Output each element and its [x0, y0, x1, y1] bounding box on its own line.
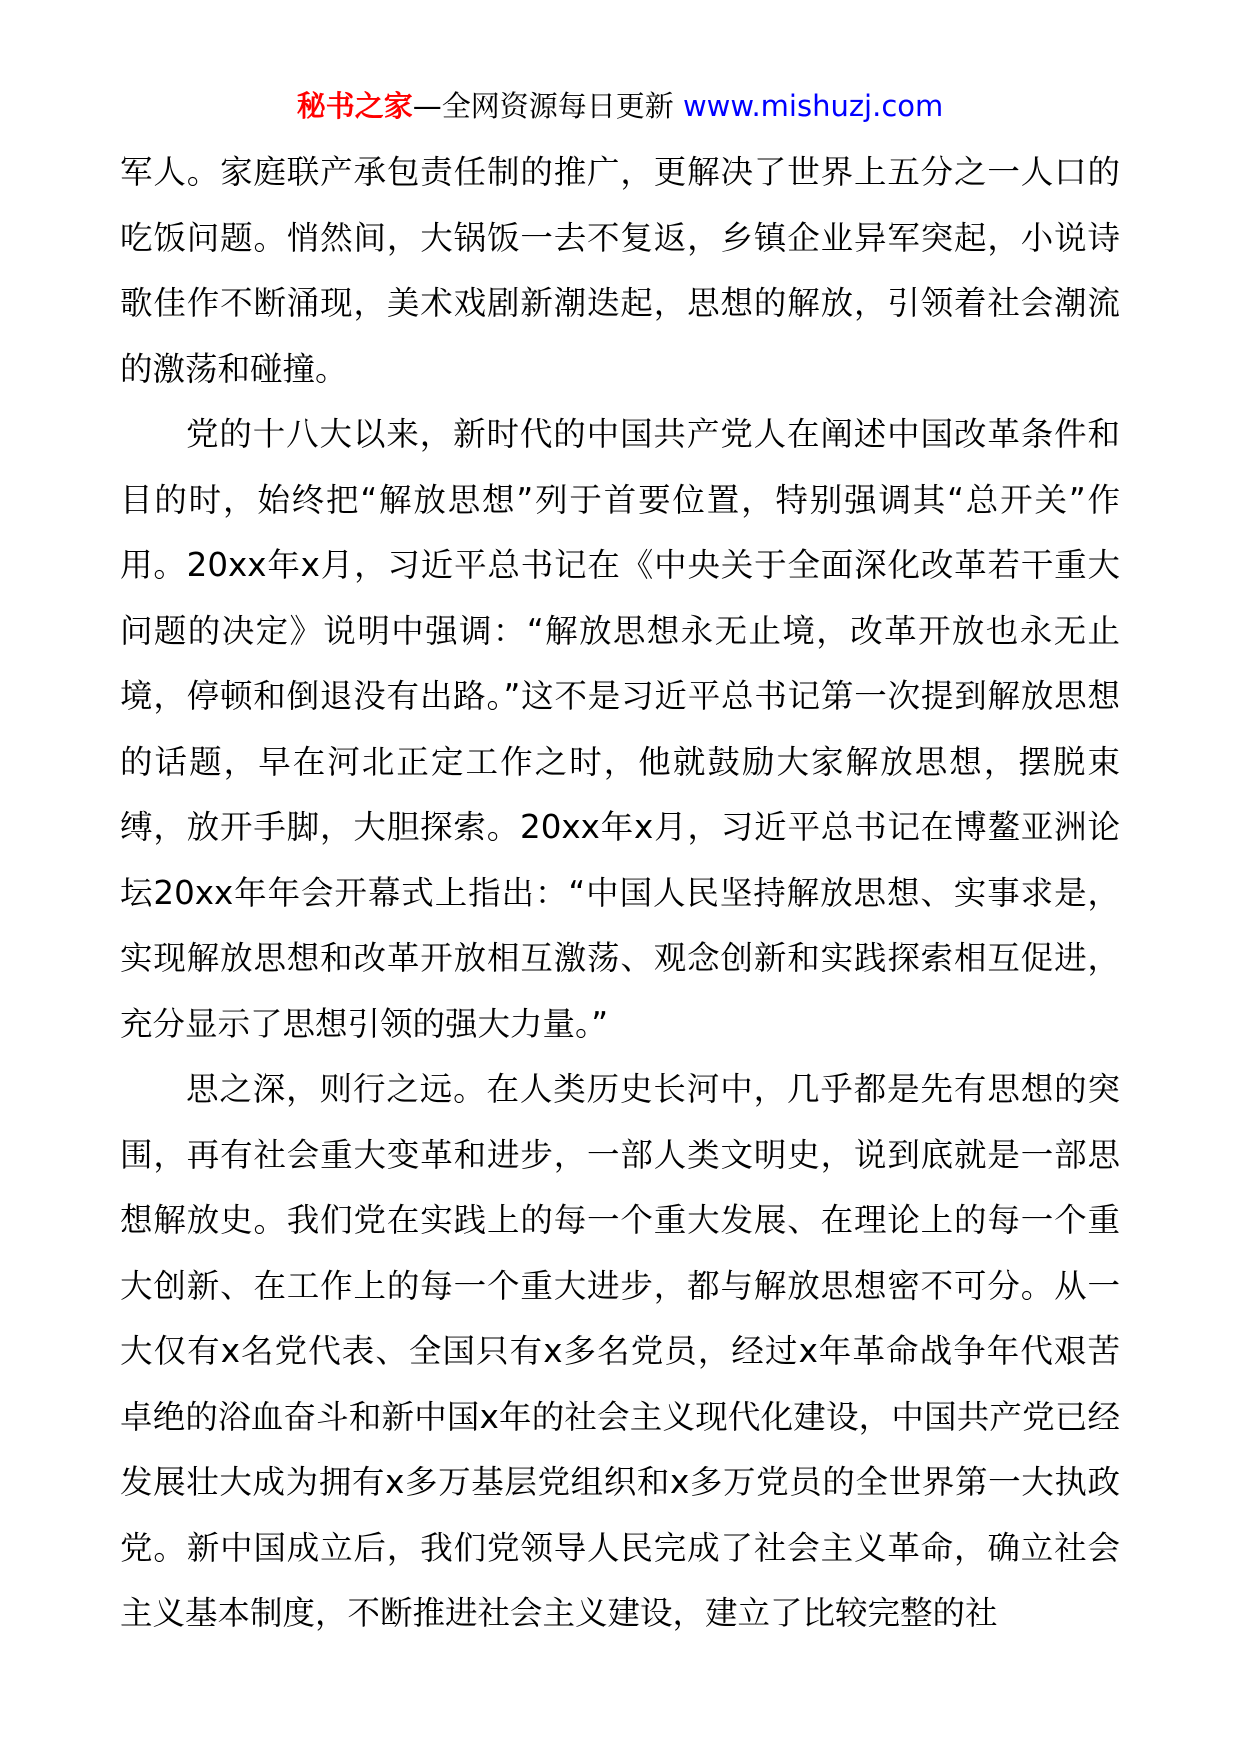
- paragraph-3: 思之深，则行之远。在人类历史长河中，几乎都是先有思想的突围，再有社会重大变革和进步，一部人类文明史，说到底就是一部思想解放史。我们党在实践上的每一个重大发展、在理论上的每一个重大创新、在工作上的每一个重大进步，都与解放思想密不可分。从一大仅有x名党代表、全国只有x多名党员，经过x年革命战争年代艰苦卓绝的浴血奋斗和新中国x年的社会主义现代化建设，中国共产党已经发展壮大成为拥有x多万基层党组织和x多万党员的全世界第一大执政党。新中国成立后，我们党领导人民完成了社会主义革命，确立社会主义基本制度，不断推进社会主义建设，建立了比较完整的社: [120, 1070, 1120, 1632]
- header-brand: 秘书之家: [296, 89, 413, 123]
- paragraph-2: 党的十八大以来，新时代的中国共产党人在阐述中国改革条件和目的时，始终把“解放思想”列于首要位置，特别强调其“总开关”作用。20xx年x月，习近平总书记在《中央关于全面深化改革若干重大问题的决定》说明中强调：“解放思想永无止境，改革开放也永无止境，停顿和倒退没有出路。”这不是习近平总书记第一次提到解放思想的话题，早在河北正定工作之时，他就鼓励大家解放思想，摆脱束缚，放开手脚，大胆探索。20xx年x月，习近平总书记在博鳌亚洲论坛20xx年年会开幕式上指出：“中国人民坚持解放思想、实事求是，实现解放思想和改革开放相互激荡、观念创新和实践探索相互促进，充分显示了思想引领的强大力量。”: [120, 415, 1120, 1043]
- paragraph-1: 军人。家庭联产承包责任制的推广，更解决了世界上五分之一人口的吃饭问题。悄然间，大锅饭一去不复返，乡镇企业异军突起，小说诗歌佳作不断涌现，美术戏剧新潮迭起，思想的解放，引领着社会潮流的激荡和碰撞。: [120, 153, 1120, 388]
- document-body: [120, 140, 1120, 1647]
- header-tagline: —全网资源每日更新: [412, 89, 674, 123]
- page-header: [0, 88, 1240, 124]
- header-url-link[interactable]: www.mishuzj.com: [682, 89, 944, 123]
